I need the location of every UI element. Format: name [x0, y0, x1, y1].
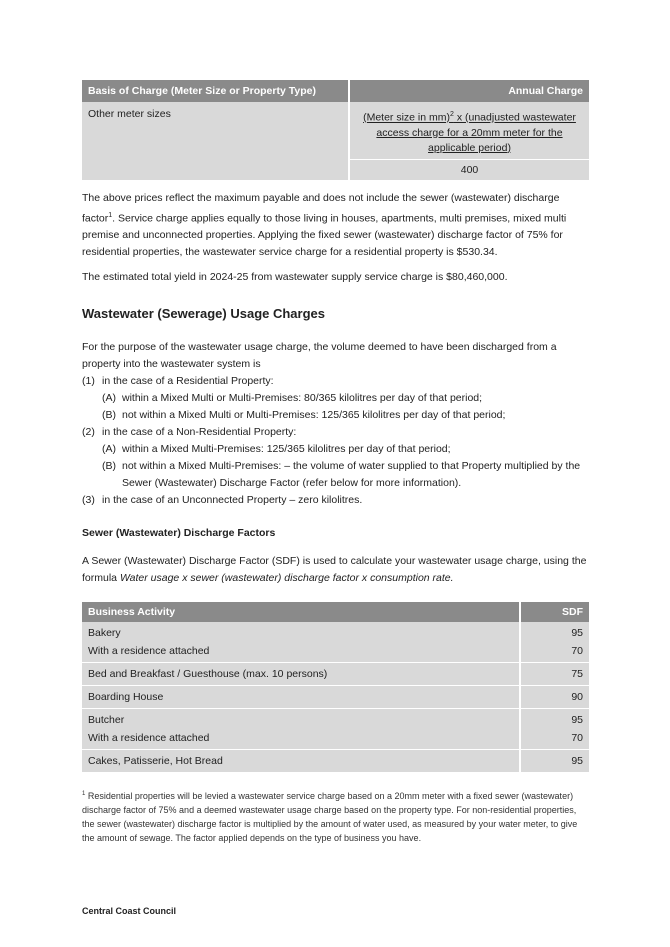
sdf-heading: Sewer (Wastewater) Discharge Factors	[82, 527, 276, 539]
sdf-value: 70	[571, 732, 583, 744]
list-item: (A) within a Mixed Multi-Premises: 125/365 kilolitres per day of that period;	[102, 443, 451, 455]
sdf-value: 95	[571, 627, 583, 639]
sdf-value: 90	[520, 686, 589, 709]
charges-table	[82, 80, 589, 180]
table-header-row	[82, 602, 589, 622]
footnote: $^1$ Residential properties will be levied a wastewater service charge based on a 20mm meter with a fixed sewer (wastewater) discharge factor of 75% and a deemed wastewater usage charge based on the property type. For non-residential properties, the sewer (wastewater) discharge factor is multiplied by the amount of water used, as measured by your water meter, to give the amount of sewage. The factor applied depends on the type of business you have.	[82, 791, 578, 843]
sdf-paragraph: A Sewer (Wastewater) Discharge Factor (SDF) is used to calculate your wastewater usage charge, using the formula Water usage x sewer (wastewater) discharge factor x consumption rate.	[82, 555, 587, 584]
list-item: (3) in the case of an Unconnected Property – zero kilolitres.	[82, 494, 363, 506]
list-item: (1) in the case of a Residential Property:	[82, 375, 274, 387]
sdf-value: 70	[571, 645, 583, 657]
table-row	[82, 750, 589, 773]
activity-name: Butcher	[88, 714, 125, 726]
charge-value: 400	[350, 159, 589, 180]
list-item: (A) within a Mixed Multi or Multi-Premises: 80/365 kilolitres per day of that period;	[102, 392, 483, 404]
usage-charges-heading: Wastewater (Sewerage) Usage Charges	[82, 306, 326, 321]
activity-name: Bakery	[88, 627, 121, 639]
activity-name: Boarding House	[82, 686, 520, 709]
table-row	[82, 686, 589, 709]
row-label: Other meter sizes	[82, 102, 349, 180]
activity-name: Bed and Breakfast / Guesthouse (max. 10 persons)	[82, 663, 520, 686]
sdf-value: 75	[520, 663, 589, 686]
sdf-table	[82, 602, 589, 773]
council-footer: Central Coast Council	[82, 906, 177, 916]
activity-name: With a residence attached	[88, 645, 210, 657]
usage-intro-paragraph: For the purpose of the wastewater usage charge, the volume deemed to have been discharged from a property into the wastewater system is	[82, 341, 557, 370]
list-item: (B) not within a Mixed Multi or Multi-Premises: 125/365 kilolitres per day of that period;	[102, 409, 506, 421]
sdf-value: 95	[520, 750, 589, 773]
yield-paragraph: The estimated total yield in 2024-25 from wastewater supply service charge is $80,460,000.	[82, 271, 508, 283]
table-row	[82, 102, 589, 180]
column-header-business-activity: Business Activity	[82, 602, 520, 622]
charge-formula: (Meter size in mm)$^2$ x (unadjusted wastewater access charge for a 20mm meter for the applicable period)	[363, 111, 576, 154]
list-item: (2) in the case of a Non-Residential Property:	[82, 426, 297, 438]
discharge-volume-list	[82, 373, 589, 509]
column-header-sdf: SDF	[520, 602, 589, 622]
table-header-row	[82, 80, 589, 102]
column-header-annual-charge: Annual Charge	[349, 80, 589, 102]
activity-name: Cakes, Patisserie, Hot Bread	[82, 750, 520, 773]
pricing-paragraph: The above prices reflect the maximum payable and does not include the sewer (wastewater) discharge factor$^1$. Service charge applies equally to those living in houses, apartments, multi premises, mixed multi premise and unconnected properties. Applying the fixed sewer (wastewater) discharge factor of 75% for residential properties, the wastewater service charge for a residential property is $530.34.	[82, 191, 567, 258]
column-header-basis: Basis of Charge (Meter Size or Property Type)	[82, 80, 349, 102]
page-content	[82, 80, 589, 845]
table-row	[82, 622, 589, 663]
table-row	[82, 663, 589, 686]
activity-name: With a residence attached	[88, 732, 210, 744]
annual-charge-cell	[349, 102, 589, 180]
table-row	[82, 709, 589, 750]
sdf-value: 95	[571, 714, 583, 726]
list-item: (B) not within a Mixed Multi-Premises: – the volume of water supplied to that Property multiplied by the Sewer (Wastewater) Discharge Factor (refer below for more information).	[102, 460, 581, 489]
